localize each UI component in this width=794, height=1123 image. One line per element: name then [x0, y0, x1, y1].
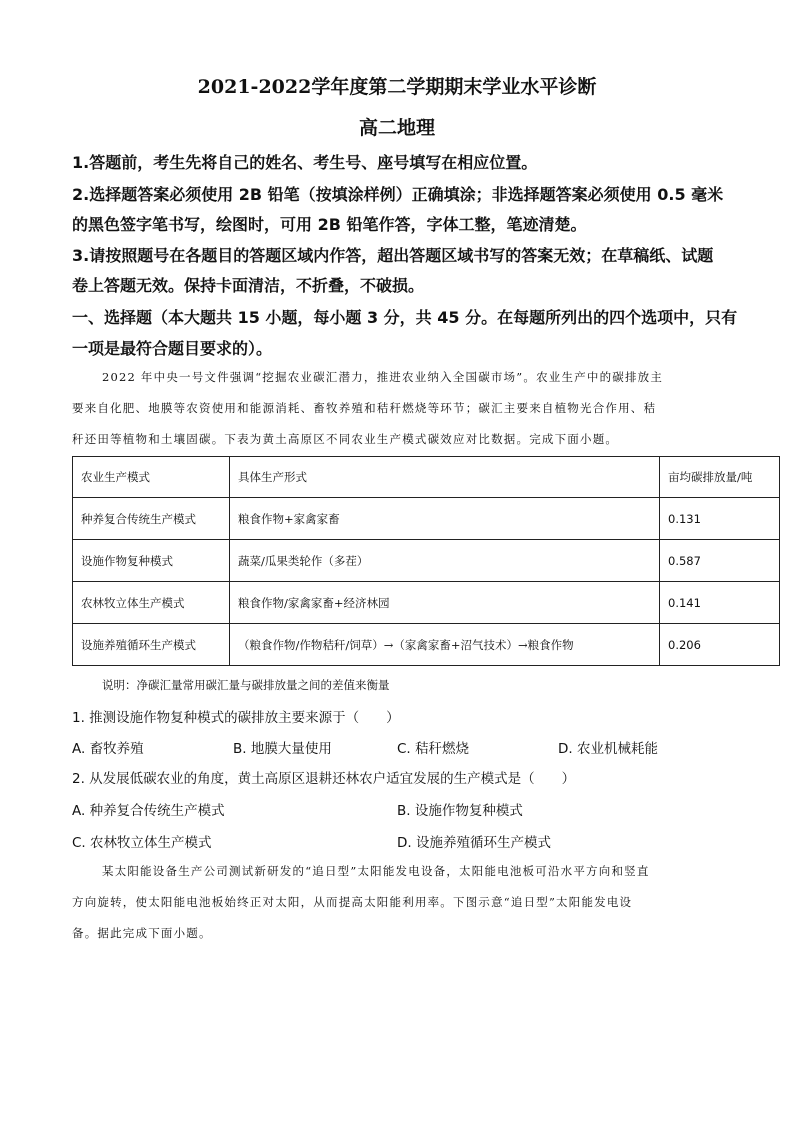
passage2-line: 方向旋转，使太阳能电池板始终正对太阳，从而提高太阳能利用率。下图示意“追日型”太阳能发电设 — [72, 895, 633, 909]
table-header-row — [73, 457, 780, 498]
table-row — [73, 498, 780, 540]
exam-title: 2021-2022学年度第二学期期末学业水平诊断 — [197, 76, 597, 98]
table-cell-emission: 0.587 — [660, 540, 780, 582]
table-row — [73, 540, 780, 582]
passage1-line: 秆还田等植物和土壤固碳。下表为黄土高原区不同农业生产模式碳效应对比数据。完成下面小题。 — [72, 432, 619, 446]
subject-title: 高二地理 — [358, 117, 435, 139]
table-header-cell: 亩均碳排放量/吨 — [660, 457, 780, 498]
passage2-line: 备。据此完成下面小题。 — [72, 926, 212, 940]
table-cell-mode: 种养复合传统生产模式 — [73, 498, 230, 540]
table-cell-mode: 设施养殖循环生产模式 — [73, 624, 230, 666]
table-cell-form: 蔬菜/瓜果类轮作（多茬） — [230, 540, 660, 582]
question-2-option-c[interactable]: C. 农林牧立体生产模式 — [72, 835, 212, 851]
instruction-line: 的黑色签字笔书写，绘图时，可用 2B 铅笔作答，字体工整，笔迹清楚。 — [72, 215, 587, 234]
section-heading-line: 一项是最符合题目要求的）。 — [72, 339, 273, 358]
table-cell-mode: 设施作物复种模式 — [73, 540, 230, 582]
question-2-option-d[interactable]: D. 设施养殖循环生产模式 — [397, 835, 551, 851]
table-row — [73, 624, 780, 666]
table-cell-emission: 0.141 — [660, 582, 780, 624]
question-1-option-b[interactable]: B. 地膜大量使用 — [233, 741, 332, 757]
instruction-line: 卷上答题无效。保持卡面清洁，不折叠，不破损。 — [72, 276, 425, 295]
question-2-stem: 2. 从发展低碳农业的角度，黄土高原区退耕还林农户适宜发展的生产模式是（ ） — [72, 771, 576, 787]
instruction-line: 2.选择题答案必须使用 2B 铅笔（按填涂样例）正确填涂；非选择题答案必须使用 0.5 毫米 — [72, 185, 724, 204]
table-note: 说明：净碳汇量常用碳汇量与碳排放量之间的差值来衡量 — [102, 678, 390, 692]
question-2-option-b[interactable]: B. 设施作物复种模式 — [397, 803, 523, 819]
table-cell-emission: 0.131 — [660, 498, 780, 540]
passage2-line: 某太阳能设备生产公司测试新研发的“追日型”太阳能发电设备，太阳能电池板可沿水平方向和竖直 — [102, 864, 650, 878]
question-1-stem: 1. 推测设施作物复种模式的碳排放主要来源于（ ） — [72, 710, 400, 726]
table-cell-mode: 农林牧立体生产模式 — [73, 582, 230, 624]
instruction-line: 1.答题前，考生先将自己的姓名、考生号、座号填写在相应位置。 — [72, 153, 538, 172]
question-1-option-d[interactable]: D. 农业机械耗能 — [558, 741, 658, 757]
table-cell-form: （粮食作物/作物秸秆/饲草）→（家禽家畜+沼气技术）→粮食作物 — [230, 624, 660, 666]
instruction-line: 3.请按照题号在各题目的答题区域内作答，超出答题区域书写的答案无效；在草稿纸、试题 — [72, 246, 714, 265]
table-row — [73, 582, 780, 624]
question-1-option-c[interactable]: C. 秸秆燃烧 — [397, 741, 470, 757]
question-2-option-a[interactable]: A. 种养复合传统生产模式 — [72, 803, 225, 819]
table-cell-emission: 0.206 — [660, 624, 780, 666]
table-cell-form: 粮食作物/家禽家畜+经济林园 — [230, 582, 660, 624]
passage1-line: 2022 年中央一号文件强调“挖掘农业碳汇潜力，推进农业纳入全国碳市场”。农业生产中的碳排放主 — [102, 370, 664, 384]
passage1-line: 要来自化肥、地膜等农资使用和能源消耗、畜牧养殖和秸秆燃烧等环节；碳汇主要来自植物光合作用、秸 — [72, 401, 657, 415]
section-heading-line: 一、选择题（本大题共 15 小题，每小题 3 分，共 45 分。在每题所列出的四个选项中，只有 — [72, 308, 738, 327]
question-1-option-a[interactable]: A. 畜牧养殖 — [72, 741, 144, 757]
carbon-effect-table — [72, 456, 780, 666]
table-header-cell: 农业生产模式 — [73, 457, 230, 498]
table-header-cell: 具体生产形式 — [230, 457, 660, 498]
table-cell-form: 粮食作物+家禽家畜 — [230, 498, 660, 540]
